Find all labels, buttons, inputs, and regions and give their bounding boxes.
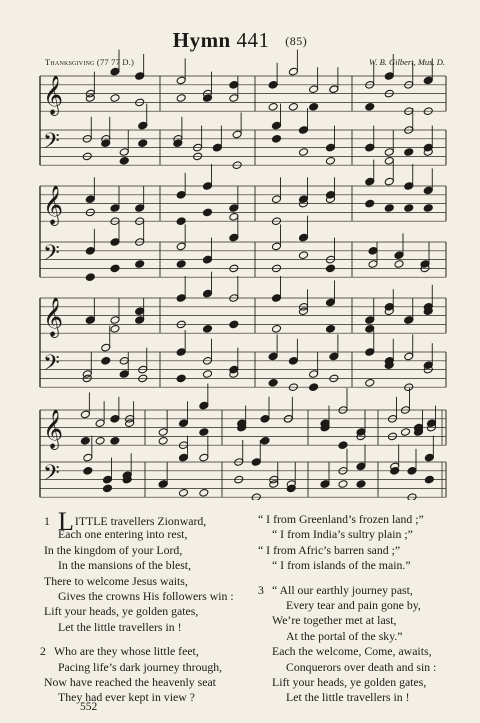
note-head — [158, 428, 168, 437]
note-head — [110, 324, 120, 333]
note-head — [176, 374, 186, 383]
note-head — [356, 462, 366, 471]
note-head — [384, 72, 394, 81]
note-head — [309, 102, 319, 111]
note-head — [135, 260, 145, 269]
note-head — [229, 204, 239, 213]
note-head — [178, 488, 188, 497]
note-head — [271, 121, 281, 130]
note-head — [365, 378, 375, 387]
treble-clef-icon: 𝄞 — [43, 297, 64, 337]
verse-line: Lift your heads, ye golden gates, — [44, 604, 199, 619]
note-head — [424, 475, 434, 484]
note-head — [119, 370, 129, 379]
note-head — [384, 204, 394, 213]
note-head — [199, 401, 209, 410]
note-head — [83, 466, 93, 475]
note-head — [199, 453, 209, 462]
note-head — [178, 453, 188, 462]
note-head — [268, 102, 278, 111]
note-head — [202, 289, 212, 298]
note-head — [365, 102, 375, 111]
note-head — [251, 458, 261, 467]
note-head — [423, 204, 433, 213]
note-head — [135, 316, 145, 325]
note-head — [309, 85, 319, 94]
note-head — [202, 255, 212, 264]
note-head — [260, 414, 270, 423]
note-head — [158, 436, 168, 445]
note-head — [423, 76, 433, 85]
note-head — [119, 148, 129, 157]
verse-line: Each one entering into rest, — [58, 527, 188, 542]
note-head — [365, 348, 375, 357]
note-head — [110, 436, 120, 445]
hymn-number: 441 — [236, 28, 270, 52]
verse-line: Gives the crowns His followers win : — [58, 588, 234, 603]
note-head — [135, 307, 145, 316]
note-head — [178, 419, 188, 428]
verse-line: Lift your heads, ye golden gates, — [272, 674, 427, 689]
note-head — [400, 428, 410, 437]
note-head — [85, 246, 95, 255]
drop-capital: L — [58, 507, 74, 536]
note-head — [101, 343, 111, 352]
verse-line: Now have reached the heavenly seat — [44, 674, 216, 689]
verse-column-left — [40, 507, 270, 706]
note-head — [338, 480, 348, 489]
verse-number: 2 — [40, 644, 46, 659]
note-head — [158, 480, 168, 489]
note-head — [404, 148, 414, 157]
note-head — [329, 85, 339, 94]
note-head — [365, 177, 375, 186]
note-head — [384, 148, 394, 157]
note-head — [199, 488, 209, 497]
bass-clef-icon: 𝄢 — [43, 461, 60, 491]
verse-line: In the mansions of the blest, — [58, 558, 192, 573]
note-head — [229, 94, 239, 103]
composer-name: W. B. Gilbert, Mus. D. — [369, 57, 445, 67]
note-head — [102, 475, 112, 484]
verse-line: “ I from Greenland’s frozen land ;” — [258, 512, 424, 526]
verse-number: 1 — [44, 514, 50, 528]
note-head — [288, 102, 298, 111]
note-head — [365, 316, 375, 325]
note-head — [232, 130, 242, 139]
note-head — [110, 94, 120, 103]
note-head — [271, 294, 281, 303]
note-head — [288, 356, 298, 365]
note-head — [102, 484, 112, 493]
note-head — [424, 453, 434, 462]
note-head — [325, 324, 335, 333]
verse-number: 3 — [258, 582, 264, 597]
verse-line: In the kingdom of your Lord, — [44, 542, 183, 557]
note-head — [176, 242, 186, 251]
note-head — [229, 320, 239, 329]
hymn-word: Hymn — [172, 28, 231, 52]
note-head — [199, 428, 209, 437]
note-head — [176, 217, 186, 226]
note-head — [394, 260, 404, 269]
note-head — [80, 410, 90, 419]
note-head — [202, 208, 212, 217]
note-head — [384, 156, 394, 165]
note-head — [271, 134, 281, 143]
verse-line: They had ever kept in view ? — [58, 690, 195, 705]
note-head — [138, 139, 148, 148]
note-head — [176, 94, 186, 103]
note-head — [368, 246, 378, 255]
note-head — [110, 316, 120, 325]
note-head — [298, 148, 308, 157]
verse-text: ITTLE travellers Zionward, — [74, 514, 207, 528]
note-head — [338, 441, 348, 450]
verse-line: Each the welcome, Come, awaits, — [272, 644, 432, 659]
note-head — [202, 182, 212, 191]
verse-line: Pacing life’s dark journey through, — [58, 659, 223, 674]
note-head — [202, 324, 212, 333]
note-head — [135, 204, 145, 213]
note-head — [268, 378, 278, 387]
note-head — [309, 370, 319, 379]
verse-line: Conquerors over death and sin : — [286, 659, 437, 674]
note-head — [271, 242, 281, 251]
note-head — [176, 76, 186, 85]
page-number: 552 — [80, 701, 98, 713]
note-head — [404, 204, 414, 213]
note-head — [83, 453, 93, 462]
verse-line: Let the little travellers in ! — [58, 619, 182, 634]
note-head — [298, 126, 308, 135]
note-head — [212, 143, 222, 152]
note-head — [268, 352, 278, 361]
note-head — [229, 80, 239, 89]
note-head — [85, 273, 95, 282]
note-head — [368, 260, 378, 269]
note-head — [268, 80, 278, 89]
note-head — [325, 143, 335, 152]
hymn-verses — [0, 507, 480, 712]
note-head — [325, 156, 335, 165]
note-head — [176, 190, 186, 199]
note-head — [365, 324, 375, 333]
verse-line: At the portal of the sky.” — [286, 628, 403, 643]
note-head — [271, 195, 281, 204]
bass-clef-icon: 𝄢 — [43, 129, 60, 159]
verse-line: We’re together met at last, — [272, 613, 397, 628]
note-head — [101, 356, 111, 365]
note-head — [365, 143, 375, 152]
note-head — [229, 233, 239, 242]
note-head — [298, 251, 308, 260]
note-head — [80, 436, 90, 445]
verse-line: 2 Who are they whose little feet, — [40, 644, 199, 659]
note-head — [110, 414, 120, 423]
note-head — [365, 199, 375, 208]
verse-line: 3 “ All our earthly journey past, — [258, 582, 413, 597]
note-head — [135, 72, 145, 81]
note-head — [95, 436, 105, 445]
note-head — [85, 195, 95, 204]
note-head — [110, 264, 120, 273]
note-head — [407, 466, 417, 475]
note-head — [138, 121, 148, 130]
bass-clef-icon: 𝄢 — [43, 351, 60, 381]
note-head — [176, 348, 186, 357]
treble-clef-icon: 𝄞 — [43, 75, 64, 115]
verse-line: “ I from Afric’s barren sand ;” — [258, 542, 401, 557]
note-head — [384, 177, 394, 186]
note-head — [394, 251, 404, 260]
note-head — [95, 419, 105, 428]
note-head — [251, 493, 261, 500]
note-head — [202, 370, 212, 379]
note-head — [229, 212, 239, 221]
treble-clef-icon: 𝄞 — [43, 185, 64, 225]
note-head — [404, 352, 414, 361]
verse-column-right — [258, 512, 473, 706]
note-head — [110, 238, 120, 247]
verse-line: Every tear and pain gone by, — [286, 597, 421, 612]
note-head — [407, 493, 417, 500]
verse-line: “ I from India’s sultry plain ;” — [272, 527, 413, 542]
verse-line: Let the little travellers in ! — [286, 690, 410, 705]
treble-clef-icon: 𝄞 — [43, 409, 64, 449]
note-head — [329, 352, 339, 361]
note-head — [110, 204, 120, 213]
reference-number: (85) — [285, 34, 308, 48]
note-head — [288, 67, 298, 76]
note-head — [309, 383, 319, 392]
note-head — [325, 298, 335, 307]
note-head — [271, 324, 281, 333]
note-head — [260, 436, 270, 445]
note-head — [325, 264, 335, 273]
bass-clef-icon: 𝄢 — [43, 241, 60, 271]
note-head — [404, 182, 414, 191]
note-head — [423, 186, 433, 195]
note-head — [176, 260, 186, 269]
tune-name: Thanksgiving (77 77 D.) — [45, 57, 135, 67]
note-head — [110, 67, 120, 76]
verse-line: There to welcome Jesus waits, — [44, 573, 188, 588]
note-head — [176, 294, 186, 303]
note-head — [298, 233, 308, 242]
note-head — [119, 156, 129, 165]
verse-line: “ I from islands of the main.” — [272, 558, 411, 573]
note-head — [356, 480, 366, 489]
